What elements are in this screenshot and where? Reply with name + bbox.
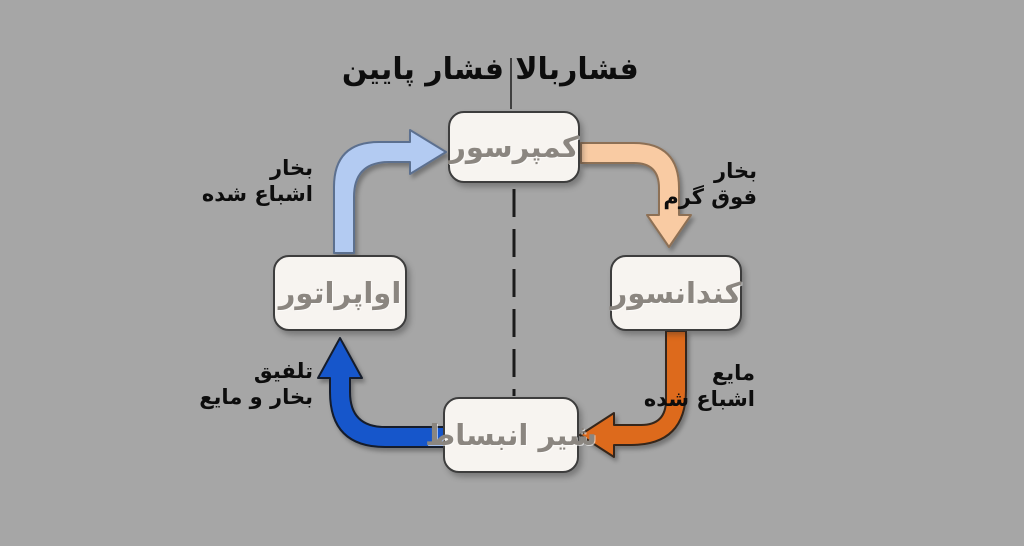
label-saturated-liquid-line2: اشباع شده: [643, 387, 755, 411]
label-superheated-vapor-line2: فوق گرم: [663, 185, 757, 209]
label-vapor-liquid-mix: [199, 358, 313, 410]
node-evaporator-label: اواپراتور: [278, 276, 402, 310]
node-compressor: [448, 111, 580, 183]
label-saturated-vapor: [202, 155, 313, 207]
label-saturated-liquid: [644, 360, 755, 412]
node-expansion-valve: [425, 397, 597, 473]
label-vapor-liquid-mix-line1: تلفیق: [253, 359, 313, 383]
label-saturated-vapor-line2: اشباع شده: [201, 182, 313, 206]
node-expansion-valve-label: شیر انبساط: [425, 418, 597, 452]
node-compressor-label: کمپرسور: [449, 130, 579, 164]
node-condenser-label: کندانسور: [610, 276, 742, 310]
arrow-evaporator-to-compressor: [334, 130, 446, 253]
label-vapor-liquid-mix-line2: بخار و مایع: [199, 385, 313, 409]
label-superheated-vapor-line1: بخار: [714, 159, 757, 183]
label-saturated-liquid-line1: مایع: [711, 361, 755, 385]
title-low-pressure: فشار پایین: [341, 52, 504, 87]
title-high-pressure: فشاربالا: [515, 52, 639, 87]
label-saturated-vapor-line1: بخار: [270, 156, 313, 180]
node-evaporator: [273, 255, 407, 331]
label-superheated-vapor: [663, 158, 757, 210]
node-condenser: [610, 255, 742, 331]
